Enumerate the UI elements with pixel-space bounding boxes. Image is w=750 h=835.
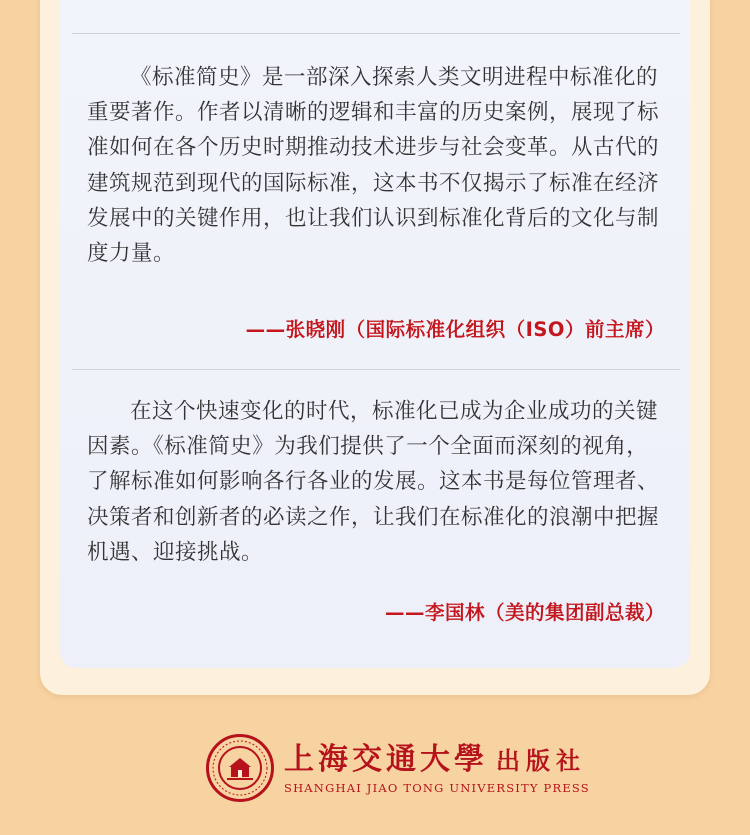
publisher-name-cn — [284, 742, 590, 779]
quote-text-2: 在这个快速变化的时代，标准化已成为企业成功的关键因素。《标准简史》为我们提供了一个全面而深刻的视角，了解标准如何影响各行各业的发展。这本书是每位管理者、决策者和创新者的必读之作，让我们在标准化的浪潮中把握机遇、迎接挑战。 — [87, 399, 660, 565]
quote-attribution-2: ——李国林（美的集团副总裁） — [384, 601, 665, 624]
quote-attribution-1: ——张晓刚（国际标准化组织（ISO）前主席） — [245, 318, 665, 341]
university-seal-icon — [206, 734, 274, 802]
divider-middle — [72, 369, 680, 370]
quote-text-1: 《标准简史》是一部深入探索人类文明进程中标准化的重要著作。作者以清晰的逻辑和丰富的历史案例，展现了标准如何在各个历史时期推动技术进步与社会变革。从古代的建筑规范到现代的国际标准，这本书不仅揭示了标准在经济发展中的关键作用，也让我们认识到标准化背后的文化与制度力量。 — [87, 65, 660, 267]
divider-top — [72, 33, 680, 34]
press-label: 出版社 — [496, 745, 586, 775]
publisher-logo — [206, 732, 590, 804]
university-name: 上海交通大學 — [284, 741, 488, 777]
publisher-name-en: SHANGHAI JIAO TONG UNIVERSITY PRESS — [284, 780, 590, 795]
